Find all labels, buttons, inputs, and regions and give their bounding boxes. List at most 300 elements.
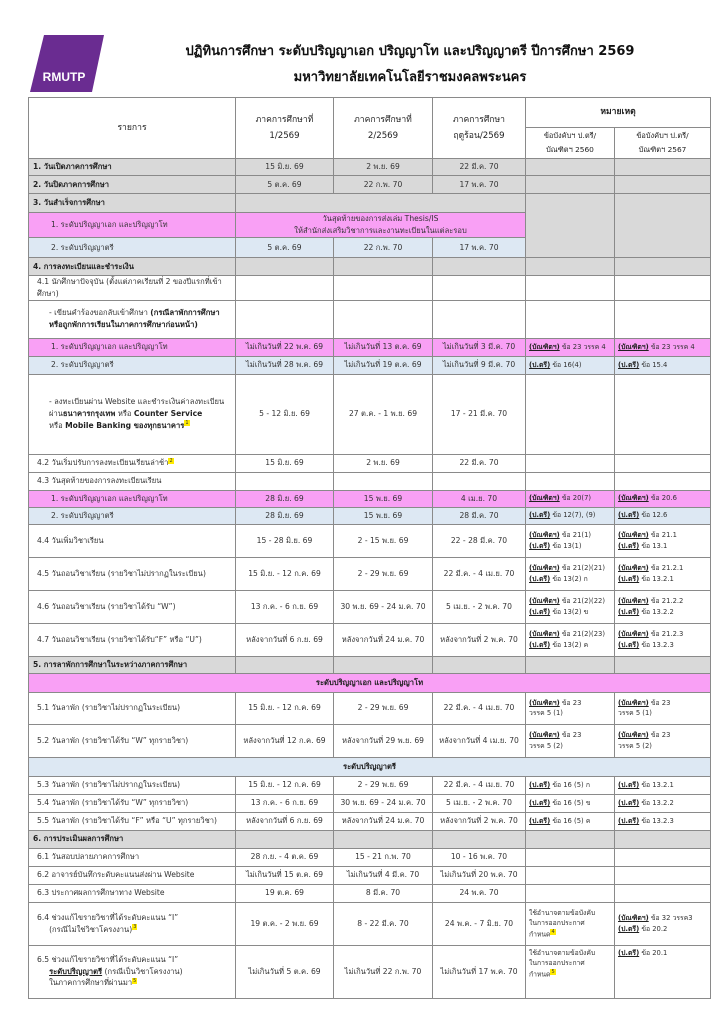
text: ระดับปริญญาเอก และปริญญาโท <box>315 677 424 687</box>
row-label: 4.7 วันถอนวิชาเรียน (รายวิชาได้รับ“F” หรือ “U”) <box>37 634 202 644</box>
date-value: 15 มิ.ย. - 12 ก.ค. 69 <box>248 703 321 713</box>
row-label-cell <box>29 258 236 276</box>
date-value: 22 ก.พ. 70 <box>363 179 403 189</box>
regulation-ref: (บัณฑิตฯ) <box>618 731 649 739</box>
remark-text: ข้อ 21.2.3 <box>648 630 684 638</box>
date-value: 2 พ.ย. 69 <box>366 458 400 468</box>
remark-text: ใช้อำนาจตามข้อบังคับ <box>529 948 596 957</box>
remark-text: ข้อ 21(1) <box>559 531 592 539</box>
row-label: 5.1 วันลาพัก (รายวิชาไม่ปรากฏในระเบียน) <box>37 703 181 713</box>
regulation-ref: (บัณฑิตฯ) <box>529 564 560 572</box>
remark-line <box>618 360 707 371</box>
remark-line <box>529 360 611 371</box>
remark-2567-cell <box>615 902 711 945</box>
column-header-sem2: ภาคการศึกษาที่ 2/2569 <box>334 98 433 159</box>
label-text <box>37 967 49 976</box>
date-cell-summer <box>433 507 526 524</box>
date-cell-summer <box>433 830 526 848</box>
remark-2560-cell <box>526 902 615 945</box>
remark-2560-cell <box>526 656 615 673</box>
label-text: - ลงทะเบียนผ่าน Website และชำระเงินค่าลงทะเบียน <box>49 397 225 407</box>
remark-line <box>618 493 707 504</box>
remark-2567-cell <box>615 945 711 998</box>
date-cell-summer <box>433 692 526 724</box>
date-cell-sem2 <box>334 692 433 724</box>
remark-text: ข้อ 16 (5) ก <box>550 780 590 789</box>
date-value: หลังจากวันที่ 2 พ.ค. 70 <box>440 634 518 644</box>
regulation-ref: (บัณฑิตฯ) <box>618 531 649 539</box>
label-text: (กรณีลาพักการศึกษา <box>150 308 220 318</box>
date-cell-summer <box>433 724 526 757</box>
date-value: 28 ก.ย. - 4 ต.ค. 69 <box>250 852 319 862</box>
table-row <box>29 338 711 356</box>
date-value: 13 ก.ค. - 6 ก.ย. 69 <box>250 601 319 611</box>
remark-line <box>618 913 707 924</box>
row-label: 1. ระดับปริญญาเอก และปริญญาโท <box>51 493 168 503</box>
row-label-cell <box>29 590 236 623</box>
row-label-cell <box>29 374 236 454</box>
remark-text: ข้อ 23 วรรค 4 <box>648 342 695 351</box>
table-row <box>29 830 711 848</box>
date-cell-summer <box>433 374 526 454</box>
date-cell-sem1 <box>236 812 334 830</box>
date-value: 22 - 28 มี.ค. 70 <box>450 535 508 545</box>
date-value: หลังจากวันที่ 24 ม.ค. 70 <box>341 816 425 826</box>
remark-line <box>529 708 611 719</box>
table-row <box>29 902 711 945</box>
label-text: 6.5 ช่วงแก้ไขรายวิชาที่ได้ระดับคะแนน “I” <box>37 954 179 964</box>
label-text: หรือถูกพักการเรียนในภาคการศึกษาก่อนหน้า) <box>49 320 198 330</box>
date-value: 10 - 16 พ.ค. 70 <box>450 852 508 862</box>
remark-2560-cell <box>526 159 615 176</box>
table-row <box>29 454 711 472</box>
remark-2567-cell <box>615 724 711 757</box>
date-cell-sem1 <box>236 176 334 194</box>
remark-text: ข้อ 13.2.1 <box>639 780 674 789</box>
row-label-cell <box>29 656 236 673</box>
date-value: 5 ต.ค. 69 <box>267 179 302 189</box>
remark-text: ข้อ 13.2.3 <box>639 640 674 649</box>
row-label: 6.1 วันสอบปลายภาคการศึกษา <box>37 852 140 862</box>
date-value: 22 มี.ค. 70 <box>459 162 499 172</box>
date-cell-summer <box>433 356 526 374</box>
date-value: ไม่เกินวันที่ 19 ต.ค. 69 <box>344 360 422 370</box>
date-value: 24 พ.ค. 70 <box>459 888 499 898</box>
academic-calendar-table <box>28 97 711 999</box>
label-text: 4.2 วันเริ่มปรับการลงทะเบียนเรียนล่าช้า <box>37 458 169 468</box>
date-value: ไม่เกินวันที่ 20 พ.ค. 70 <box>440 870 518 880</box>
date-cell-summer <box>433 902 526 945</box>
label-text: Mobile Banking ของทุกธนาคาร <box>65 420 185 430</box>
svg-text:RMUTP: RMUTP <box>42 70 86 84</box>
date-cell-sem2 <box>334 590 433 623</box>
remark-text: วรรค 5 (2) <box>529 741 563 750</box>
date-value: 5 ต.ค. 69 <box>267 242 302 252</box>
date-cell-summer <box>433 590 526 623</box>
date-cell-sem2 <box>334 300 433 338</box>
row-label: 2. วันปิดภาคการศึกษา <box>33 179 109 189</box>
date-cell-summer <box>433 623 526 656</box>
date-value: 17 - 21 มี.ค. 70 <box>450 409 508 419</box>
table-row <box>29 812 711 830</box>
label-text: หรือ <box>49 420 66 430</box>
remark-line <box>618 741 707 752</box>
table-row <box>29 374 711 454</box>
remark-text: ข้อ 21(2)(23) <box>559 630 605 638</box>
date-value: 15 - 28 มิ.ย. 69 <box>256 535 313 545</box>
row-label: 4.5 วันถอนวิชาเรียน (รายวิชาไม่ปรากฏในระเบียน) <box>37 568 206 578</box>
date-value: 15 มิ.ย. 69 <box>265 162 304 172</box>
table-body <box>29 159 711 999</box>
remark-2560-cell <box>526 176 615 194</box>
row-label: 5.3 วันลาพัก (รายวิชาไม่ปรากฏในระเบียน) <box>37 780 181 790</box>
remark-line <box>529 816 611 827</box>
remark-2567-cell <box>615 374 711 454</box>
remark-text: ข้อ 13.1 <box>639 541 668 550</box>
date-cell-sem1 <box>236 490 334 507</box>
remark-line <box>529 596 611 607</box>
row-label-cell <box>29 848 236 866</box>
date-cell-sem1 <box>236 300 334 338</box>
remark-2567-cell <box>615 794 711 812</box>
remark-text: ข้อ 13.2.1 <box>639 574 674 583</box>
date-cell-sem2 <box>334 238 433 258</box>
remark-2560-cell <box>526 794 615 812</box>
regulation-ref: (ป.ตรี) <box>529 574 551 583</box>
remark-2567-cell <box>615 194 711 258</box>
date-value: ไม่เกินวันที่ 5 ต.ค. 69 <box>248 966 321 976</box>
date-cell-summer <box>433 338 526 356</box>
remark-2560-cell <box>526 356 615 374</box>
remark-2567-cell <box>615 866 711 884</box>
remark-line <box>618 640 707 651</box>
date-cell-sem2 <box>334 524 433 557</box>
date-value: 15 มิ.ย. - 12 ก.ค. 69 <box>248 568 321 578</box>
row-label: 5. การลาพักการศึกษาในระหว่างภาคการศึกษา <box>33 659 188 669</box>
remark-text: ในการออกประกาศกำหนด <box>529 919 585 938</box>
remark-line <box>618 924 707 935</box>
date-cell-sem1 <box>236 945 334 998</box>
row-label-cell <box>29 276 236 301</box>
remark-2567-cell <box>615 524 711 557</box>
remark-2560-cell <box>526 884 615 902</box>
remark-text: ข้อ 20.1 <box>639 948 668 957</box>
date-cell-sem1 <box>236 656 334 673</box>
label-line <box>49 420 231 432</box>
remark-2560-cell <box>526 338 615 356</box>
date-value: ไม่เกินวันที่ 22 พ.ค. 69 <box>245 342 324 352</box>
label-text: (กรณีเป็นวิชาโครงงาน) <box>102 966 183 976</box>
date-cell-sem2 <box>334 776 433 794</box>
remark-text: ข้อ 12(7), (9) <box>550 511 596 520</box>
date-cell-sem1 <box>236 374 334 454</box>
date-value: ไม่เกินวันที่ 17 พ.ค. 70 <box>440 966 518 976</box>
table-row <box>29 590 711 623</box>
remark-2567-cell <box>615 812 711 830</box>
remark-line <box>618 798 707 809</box>
remark-2560-cell <box>526 507 615 524</box>
regulation-ref: (บัณฑิตฯ) <box>618 630 649 638</box>
row-label: 4. การลงทะเบียนและชำระเงิน <box>33 261 134 271</box>
table-row <box>29 507 711 524</box>
row-label-cell <box>29 776 236 794</box>
remark-2567-cell <box>615 276 711 301</box>
date-cell-summer <box>433 524 526 557</box>
remark-2560-cell <box>526 848 615 866</box>
remark-line <box>529 342 611 353</box>
date-cell-sem1 <box>236 902 334 945</box>
date-cell-sem1 <box>236 590 334 623</box>
table-row <box>29 623 711 656</box>
label-text: ธนาคารกรุงเทพ <box>62 409 116 419</box>
column-header-remark-2560: ข้อบังคับฯ ป.ตรี/ บัณฑิตฯ 2560 <box>526 128 615 159</box>
regulation-ref: (ป.ตรี) <box>529 816 551 825</box>
remark-2560-cell <box>526 866 615 884</box>
label-line <box>37 977 231 989</box>
remark-2567-cell <box>615 623 711 656</box>
date-cell-sem1 <box>236 884 334 902</box>
row-label: 5.2 วันลาพัก (รายวิชาได้รับ “W” ทุกรายวิชา) <box>37 735 189 745</box>
regulation-ref: (บัณฑิตฯ) <box>529 342 560 351</box>
date-value: 8 มี.ค. 70 <box>365 888 401 898</box>
date-value: 13 ก.ค. - 6 ก.ย. 69 <box>250 798 319 808</box>
label-line <box>49 396 231 408</box>
date-cell-sem1 <box>236 159 334 176</box>
remark-text: วรรค 5 (1) <box>529 709 563 718</box>
remark-line <box>618 607 707 618</box>
date-cell-sem2 <box>334 848 433 866</box>
table-row <box>29 776 711 794</box>
date-value: ไม่เกินวันที่ 28 พ.ค. 69 <box>245 360 324 370</box>
column-header-item: รายการ <box>29 98 236 159</box>
date-cell-summer <box>433 945 526 998</box>
label-line <box>49 319 231 331</box>
remark-2560-cell <box>526 300 615 338</box>
footnote-marker: 1 <box>185 420 189 427</box>
row-label: 4.6 วันถอนวิชาเรียน (รายวิชาได้รับ “W”) <box>37 601 176 611</box>
remark-2560-cell <box>526 812 615 830</box>
date-cell-sem1 <box>236 338 334 356</box>
date-cell-summer <box>433 656 526 673</box>
date-value: 2 - 29 พ.ย. 69 <box>357 703 409 713</box>
remark-text: ข้อ 20(7) <box>559 494 592 503</box>
date-value: 28 มิ.ย. 69 <box>265 510 304 520</box>
date-cell-summer <box>433 812 526 830</box>
table-row <box>29 557 711 590</box>
row-label-cell <box>29 724 236 757</box>
date-value: หลังจากวันที่ 4 เม.ย. 70 <box>439 735 519 745</box>
date-value: ไม่เกินวันที่ 13 ต.ค. 69 <box>344 342 422 352</box>
date-cell-sem1 <box>236 848 334 866</box>
remark-2567-cell <box>615 454 711 472</box>
rmutp-logo <box>30 35 104 92</box>
remark-line <box>618 780 707 791</box>
regulation-ref: (บัณฑิตฯ) <box>529 531 560 539</box>
remark-text: ข้อ 20.2 <box>639 924 668 933</box>
date-cell-sem1 <box>236 258 334 276</box>
remark-line <box>529 780 611 791</box>
remark-2560-cell <box>526 724 615 757</box>
regulation-ref: (บัณฑิตฯ) <box>529 597 560 605</box>
date-cell-summer <box>433 884 526 902</box>
column-header-remark-2567: ข้อบังคับฯ ป.ตรี/ บัณฑิตฯ 2567 <box>615 128 711 159</box>
date-value: 5 - 12 มิ.ย. 69 <box>259 409 310 419</box>
label-line <box>49 307 231 319</box>
label-line <box>37 924 231 936</box>
date-value: 22 มี.ค. 70 <box>459 458 499 468</box>
date-value: 22 ก.พ. 70 <box>363 242 403 252</box>
regulation-ref: (ป.ตรี) <box>618 640 640 649</box>
date-cell-sem1 <box>236 356 334 374</box>
regulation-ref: (ป.ตรี) <box>529 511 551 520</box>
row-label-cell <box>29 490 236 507</box>
regulation-ref: (บัณฑิตฯ) <box>529 494 560 503</box>
date-cell-sem1 <box>236 472 334 490</box>
column-header-summer: ภาคการศึกษา ฤดูร้อน/2569 <box>433 98 526 159</box>
table-row <box>29 724 711 757</box>
date-cell-summer <box>433 276 526 301</box>
remark-text: ข้อ 23 วรรค 4 <box>559 342 606 351</box>
row-label: 2. ระดับปริญญาตรี <box>51 360 114 370</box>
remark-2560-cell <box>526 623 615 656</box>
date-cell-sem1 <box>236 623 334 656</box>
remark-line <box>529 730 611 741</box>
regulation-ref: (บัณฑิตฯ) <box>618 597 649 605</box>
date-value: หลังจากวันที่ 24 ม.ค. 70 <box>341 634 425 644</box>
remark-text: ข้อ 23 <box>559 731 582 739</box>
date-cell-sem2 <box>334 866 433 884</box>
remark-2560-cell <box>526 454 615 472</box>
remark-text: ข้อ 13(2) ค <box>550 640 589 649</box>
remark-line <box>529 798 611 809</box>
date-cell-sem1 <box>236 866 334 884</box>
regulation-ref: (ป.ตรี) <box>618 607 640 616</box>
date-cell-summer <box>433 557 526 590</box>
page-title: ปฏิทินการศึกษา ระดับปริญญาเอก ปริญญาโท และปริญญาตรี ปีการศึกษา 2569 <box>185 44 635 59</box>
date-cell-sem2 <box>334 794 433 812</box>
remark-text: ข้อ 21(2)(22) <box>559 597 605 605</box>
remark-line <box>618 342 707 353</box>
row-label-cell <box>29 194 236 213</box>
row-label-cell <box>29 176 236 194</box>
date-cell-sem1 <box>236 724 334 757</box>
table-row <box>29 356 711 374</box>
remark-2567-cell <box>615 490 711 507</box>
table-row <box>29 794 711 812</box>
row-label-cell <box>29 300 236 338</box>
regulation-ref: (ป.ตรี) <box>529 640 551 649</box>
row-label: 2. ระดับปริญญาตรี <box>51 242 114 252</box>
regulation-ref: (ป.ตรี) <box>618 780 640 789</box>
remark-2560-cell <box>526 524 615 557</box>
regulation-ref: (ป.ตรี) <box>618 948 640 957</box>
remark-line <box>529 530 611 541</box>
row-label-cell <box>29 623 236 656</box>
date-cell-summer <box>433 258 526 276</box>
remark-text: ข้อ 21.2.1 <box>648 564 684 572</box>
date-cell-sem1 <box>236 830 334 848</box>
remark-2567-cell <box>615 176 711 194</box>
date-cell-summer <box>433 238 526 258</box>
remark-2567-cell <box>615 557 711 590</box>
date-value: 28 มิ.ย. 69 <box>265 493 304 503</box>
remark-line <box>529 493 611 504</box>
row-label-cell <box>29 454 236 472</box>
remark-2567-cell <box>615 159 711 176</box>
remark-line <box>618 816 707 827</box>
label-text: ในภาคการศึกษาที่ผ่านมา <box>37 978 133 988</box>
table-row <box>29 472 711 490</box>
row-label-cell <box>29 794 236 812</box>
remark-text: ข้อ 21.1 <box>648 531 677 539</box>
date-value: 2 - 29 พ.ย. 69 <box>357 780 409 790</box>
remark-line <box>529 640 611 651</box>
level-banner <box>29 757 711 776</box>
date-cell-sem2 <box>334 176 433 194</box>
date-value: 2 - 15 พ.ย. 69 <box>357 535 409 545</box>
footnote-marker: 3 <box>133 924 137 930</box>
remark-text: ข้อ 15.4 <box>639 360 668 369</box>
row-label-cell <box>29 338 236 356</box>
table-row <box>29 945 711 998</box>
date-cell-sem2 <box>334 830 433 848</box>
table-row <box>29 194 711 213</box>
date-value: 30 พ.ย. 69 - 24 ม.ค. 70 <box>340 601 426 611</box>
remark-line <box>618 708 707 719</box>
table-row <box>29 490 711 507</box>
date-cell-summer <box>433 490 526 507</box>
row-label-cell <box>29 945 236 998</box>
remark-line <box>618 510 707 521</box>
regulation-ref: (ป.ตรี) <box>618 816 640 825</box>
remark-2567-cell <box>615 507 711 524</box>
remark-text: ข้อ 13.2.3 <box>639 816 674 825</box>
regulation-ref: (บัณฑิตฯ) <box>618 494 649 503</box>
label-line <box>37 954 231 966</box>
date-cell-sem1 <box>236 794 334 812</box>
table-row <box>29 848 711 866</box>
remark-line <box>529 918 611 939</box>
remark-line <box>618 948 707 959</box>
regulation-ref: (ป.ตรี) <box>529 798 551 807</box>
date-cell-sem2 <box>334 356 433 374</box>
date-value: 22 มี.ค. - 4 เม.ย. 70 <box>443 568 515 578</box>
remark-2567-cell <box>615 776 711 794</box>
regulation-ref: (ป.ตรี) <box>529 780 551 789</box>
regulation-ref: (บัณฑิตฯ) <box>529 731 560 739</box>
label-text: ผ่าน <box>49 409 63 419</box>
row-label: 4.3 วันสุดท้ายของการลงทะเบียนเรียน <box>37 476 162 486</box>
remark-2567-cell <box>615 848 711 866</box>
date-cell-sem2 <box>334 374 433 454</box>
date-cell-sem2 <box>334 557 433 590</box>
row-label-cell <box>29 524 236 557</box>
regulation-ref: (ป.ตรี) <box>618 574 640 583</box>
merged-date-cell <box>236 194 526 213</box>
date-cell-summer <box>433 300 526 338</box>
date-cell-summer <box>433 472 526 490</box>
text: ระดับปริญญาตรี <box>342 761 397 771</box>
remark-line <box>529 574 611 585</box>
row-label: 1. วันเปิดภาคการศึกษา <box>33 162 112 172</box>
date-cell-sem1 <box>236 692 334 724</box>
date-cell-sem2 <box>334 258 433 276</box>
date-value: หลังจากวันที่ 29 พ.ย. 69 <box>342 735 424 745</box>
remark-2560-cell <box>526 557 615 590</box>
regulation-ref: (ป.ตรี) <box>618 541 640 550</box>
remark-2560-cell <box>526 776 615 794</box>
regulation-ref: (ป.ตรี) <box>618 924 640 933</box>
